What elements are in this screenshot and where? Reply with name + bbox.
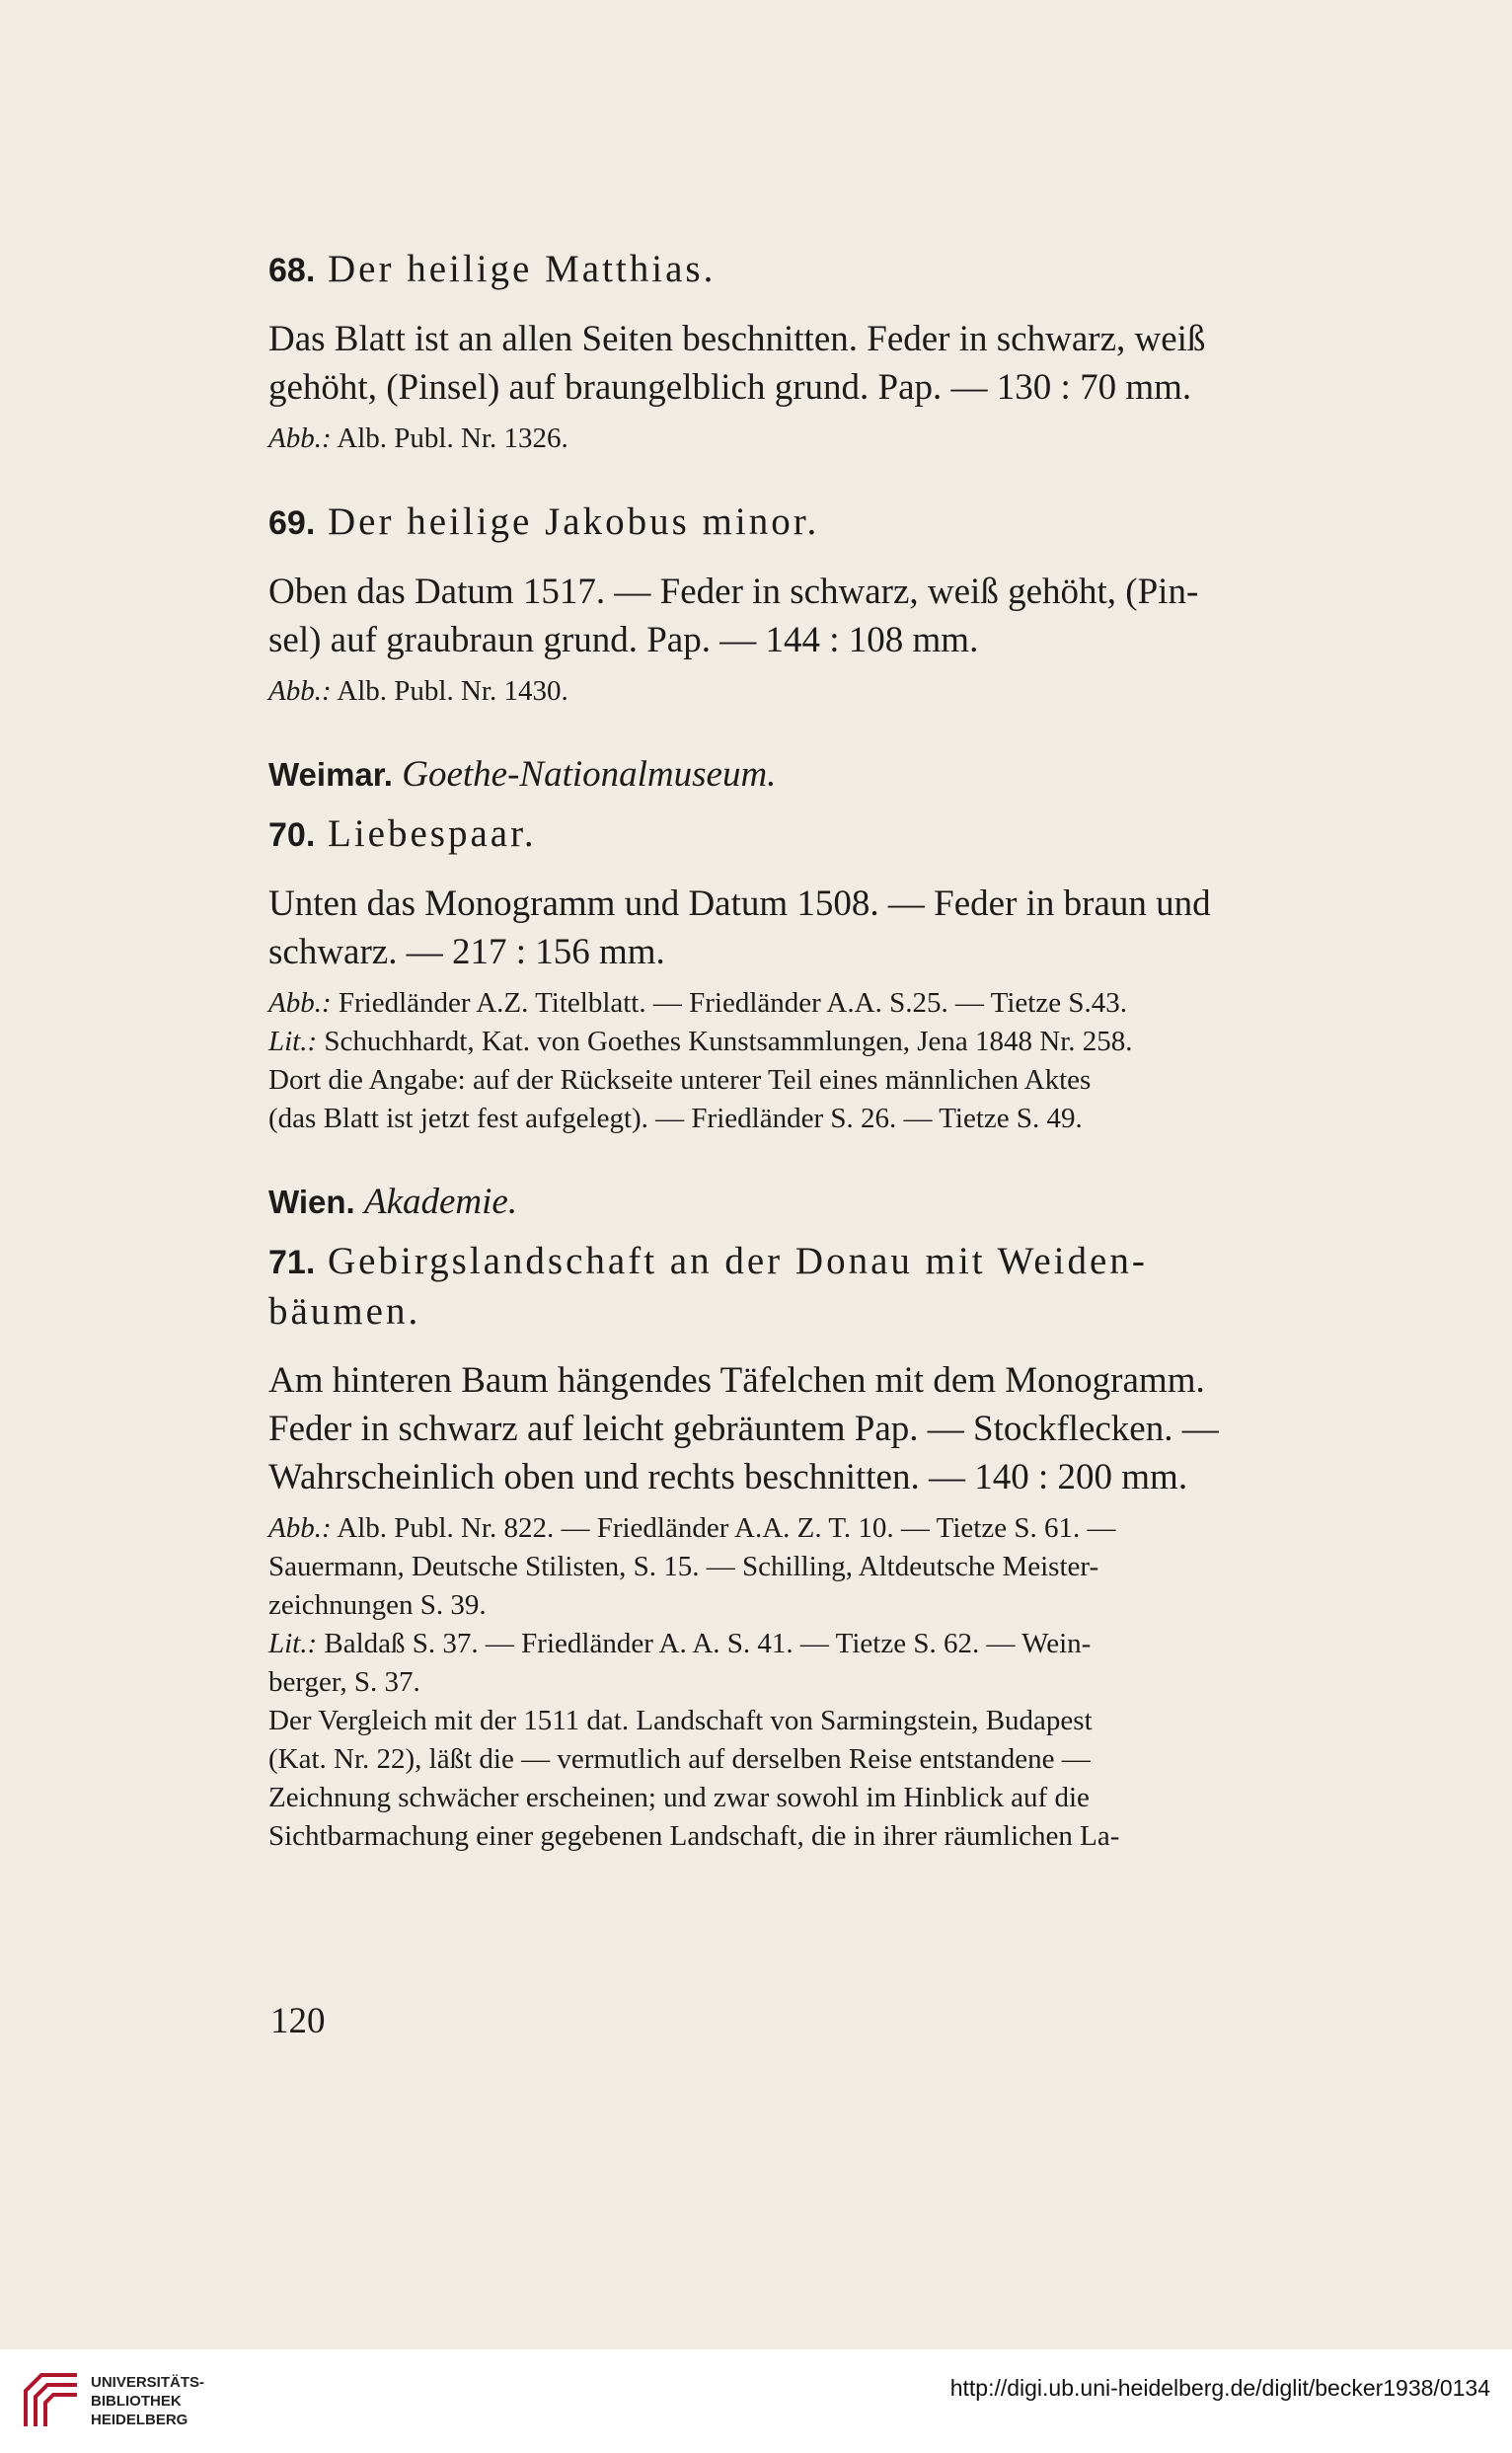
footer-bar — [0, 2349, 1512, 2453]
location-weimar: Weimar. Goethe-Nationalmuseum. — [268, 754, 777, 795]
entry-70-title: 70. Liebespaar. — [268, 812, 537, 855]
entry-69-title: 69. Der heilige Jakobus minor. — [268, 500, 820, 543]
location-wien: Wien. Akademie. — [268, 1182, 518, 1222]
page-number: 120 — [270, 2001, 326, 2041]
source-url[interactable]: http://digi.ub.uni-heidelberg.de/diglit/becker1938/0134 — [949, 2375, 1490, 2401]
entry-69-abb: Abb.: Alb. Publ. Nr. 1430. — [268, 675, 568, 707]
entry-70-lit: Lit.: Schuchhardt, Kat. von Goethes Kunstsammlungen, Jena 1848 Nr. 258. Dort die Angabe: auf der Rückseite unterer Teil eines männlichen Aktes (das Blatt ist jetzt fest aufgelegt). — Friedländer S. 26. — Tietze S. 49. — [268, 1026, 1133, 1134]
entry-71-note: Der Vergleich mit der 1511 dat. Landschaft von Sarmingstein, Budapest (Kat. Nr. 22), läßt die — vermutlich auf derselben Reise entstandene — Zeichnung schwächer erscheinen; und zwar sowohl im Hinblick auf die Sichtbarmachung einer gegebenen Landschaft, die in ihrer räumlichen La- — [268, 1705, 1120, 1852]
entry-68-description: Das Blatt ist an allen Seiten beschnitten. Feder in schwarz, weiß gehöht, (Pinsel) auf braungelblich grund. Pap. — 130 : 70 mm. — [268, 319, 1206, 408]
entry-68-title: 68. Der heilige Matthias. — [268, 248, 717, 290]
entry-71-lit: Lit.: Baldaß S. 37. — Friedländer A. A. S. 41. — Tietze S. 62. — Wein- berger, S. 37. — [268, 1628, 1092, 1698]
entry-70-description: Unten das Monogramm und Datum 1508. — Feder in braun und schwarz. — 217 : 156 mm. — [268, 883, 1211, 972]
entry-69-description: Oben das Datum 1517. — Feder in schwarz, weiß gehöht, (Pin- sel) auf graubraun grund. Pap. — 144 : 108 mm. — [268, 572, 1199, 660]
library-name: UNIVERSITÄTS- BIBLIOTHEK HEIDELBERG — [91, 2374, 205, 2428]
entry-71-abb: Abb.: Alb. Publ. Nr. 822. — Friedländer A.A. Z. T. 10. — Tietze S. 61. — Sauermann, Deutsche Stilisten, S. 15. — Schilling, Altdeutsche Meister- zeichnungen S. 39. — [268, 1512, 1116, 1621]
entry-70-abb: Abb.: Friedländer A.Z. Titelblatt. — Friedländer A.A. S.25. — Tietze S.43. — [268, 987, 1127, 1019]
library-logo-icon — [20, 2369, 83, 2432]
page-text — [268, 245, 1401, 1856]
entry-71-title: 71. Gebirgslandschaft an der Donau mit Weiden- bäumen. — [268, 1240, 1148, 1333]
entry-68-abb: Abb.: Alb. Publ. Nr. 1326. — [268, 422, 568, 454]
entry-71-description: Am hinteren Baum hängendes Täfelchen mit dem Monogramm. Feder in schwarz auf leicht gebräuntem Pap. — Stockflecken. — Wahrscheinlich oben und rechts beschnitten. — 140 : 200 mm. — [268, 1360, 1219, 1497]
